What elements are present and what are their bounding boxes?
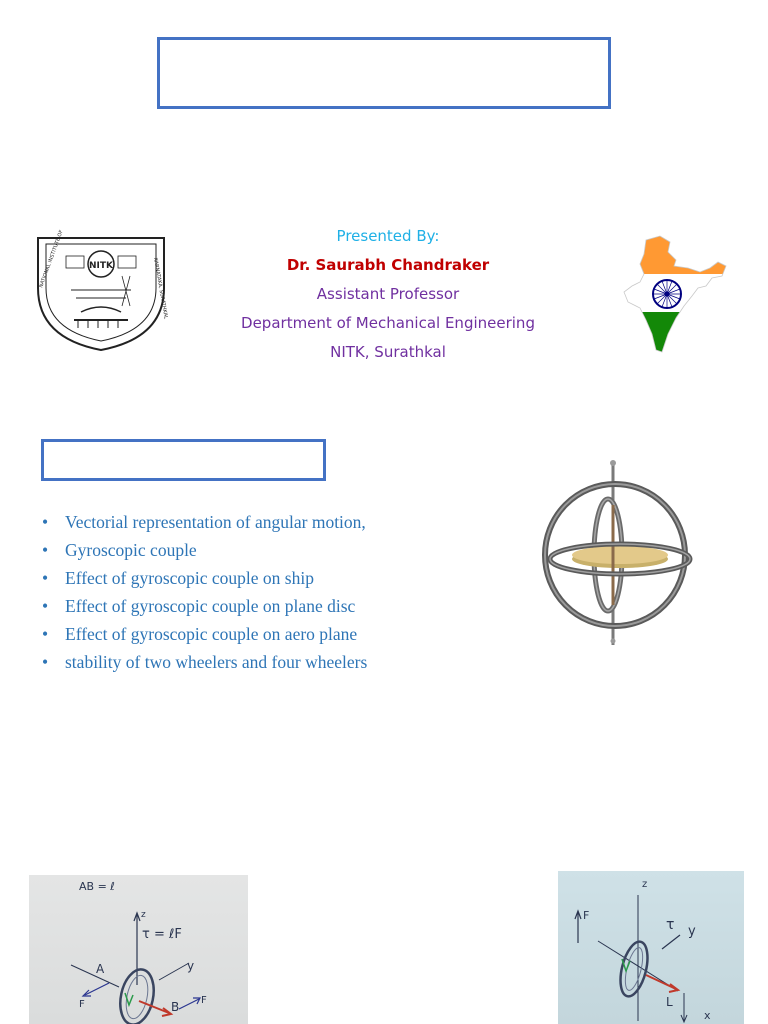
bullet-icon: •: [42, 596, 49, 616]
force-label: F: [583, 909, 590, 922]
presenter-name: Dr. Saurabh Chandraker: [286, 256, 490, 274]
presenter-department: Department of Mechanical Engineering: [241, 314, 535, 332]
momentum-label: L: [666, 995, 673, 1009]
india-flag-map-icon: [618, 234, 732, 356]
diagram-photo-left: [29, 875, 248, 1024]
y-axis-label: y: [187, 959, 195, 973]
force-1-label: F: [79, 999, 85, 1010]
torque-label: τ = ℓF: [142, 927, 182, 942]
presented-by-label: Presented By:: [336, 227, 440, 245]
list-item: • Effect of gyroscopic couple on ship: [42, 564, 462, 592]
logo-ring-text-right: KARNATAKA, SURATHKAL: [152, 257, 169, 320]
diagram-photo-right: [558, 871, 744, 1024]
z-axis-label: z: [642, 879, 648, 890]
section-heading-placeholder-box: [41, 439, 326, 481]
presenter-institute: NITK, Surathkal: [330, 343, 446, 361]
presenter-designation: Assistant Professor: [316, 285, 460, 303]
bullet-icon: •: [42, 512, 49, 532]
bullet-icon: •: [42, 652, 49, 672]
topic-list: [42, 508, 462, 676]
list-item: • stability of two wheelers and four wheelers: [42, 648, 462, 676]
title-placeholder-box: [157, 37, 611, 109]
z-axis-label: z: [141, 910, 146, 920]
point-a-label: A: [96, 962, 105, 976]
list-item: • Effect of gyroscopic couple on plane disc: [42, 592, 462, 620]
ashoka-chakra-icon: [653, 280, 681, 308]
list-item: • Vectorial representation of angular motion,: [42, 508, 462, 536]
presenter-block: [200, 222, 576, 367]
diagram-heading: AB = ℓ: [79, 880, 115, 893]
bullet-icon: •: [42, 624, 49, 644]
bullet-icon: •: [42, 568, 49, 588]
point-b-label: B: [171, 1000, 180, 1014]
logo-emblem-text: NITK: [89, 261, 113, 271]
x-axis-label: x: [704, 1009, 711, 1022]
torque-label: τ: [666, 917, 675, 933]
nitk-logo: [26, 228, 176, 353]
y-axis-label: y: [688, 924, 696, 939]
list-item: • Gyroscopic couple: [42, 536, 462, 564]
list-item: • Effect of gyroscopic couple on aero plane: [42, 620, 462, 648]
bullet-icon: •: [42, 540, 49, 560]
gyroscope-icon: [540, 455, 698, 650]
force-2-label: F: [201, 995, 207, 1006]
